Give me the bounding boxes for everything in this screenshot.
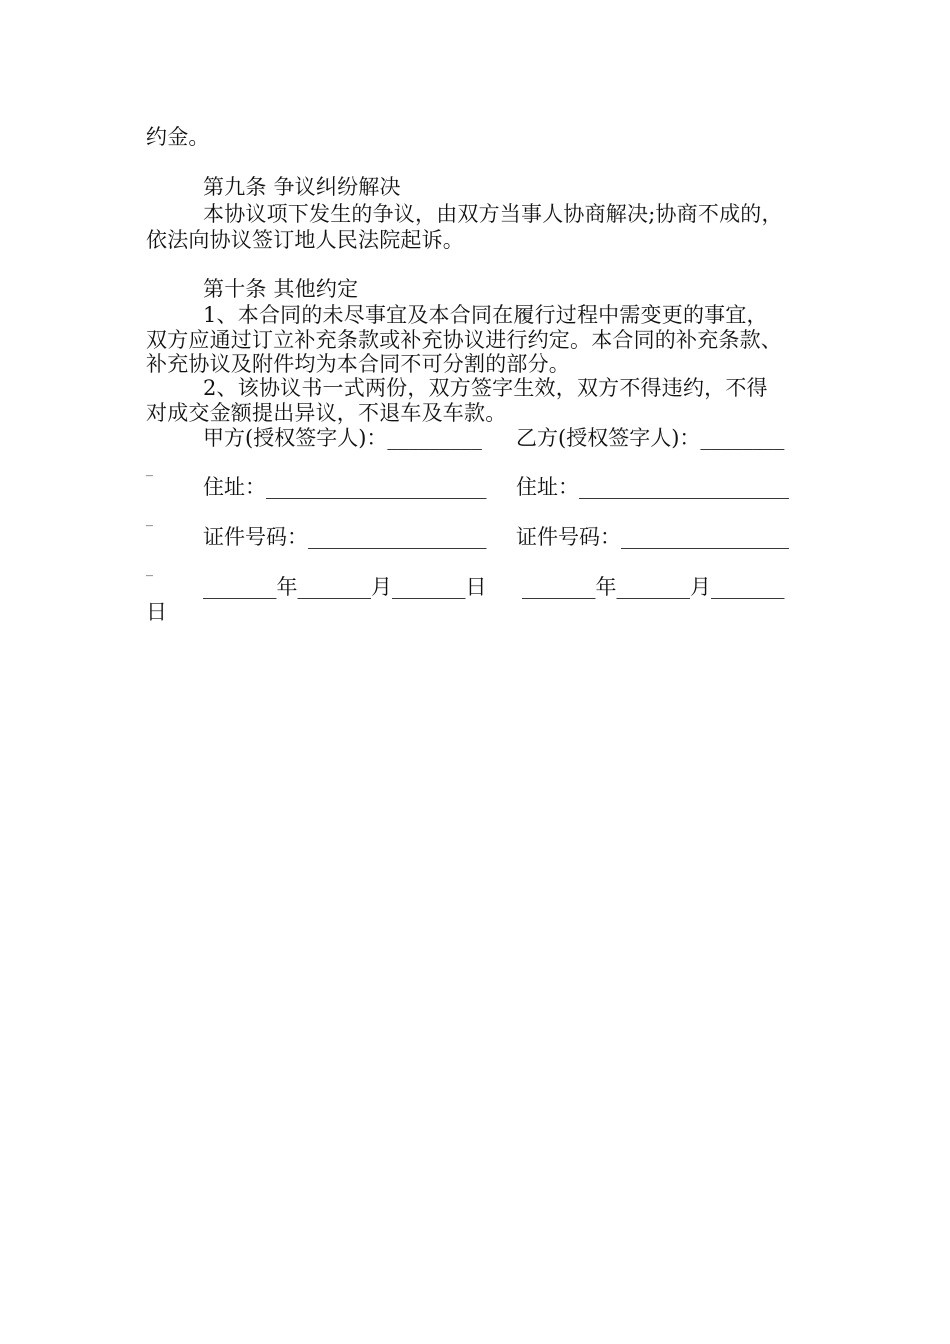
text-line-9: 2、该协议书一式两份，双方签字生效，双方不得违约，不得 (203, 376, 768, 400)
text-line-1: 约金。 (146, 125, 210, 149)
party-a-date: _______年_______月_______日 (203, 575, 487, 599)
text-line-3: 本协议项下发生的争议，由双方当事人协商解决;协商不成的， (203, 202, 783, 226)
text-line-10: 对成交金额提出异议，不退车及车款。 (146, 401, 507, 425)
party-a-id-number: 证件号码：_________________ (203, 525, 487, 549)
text-line-8: 补充协议及附件均为本合同不可分割的部分。 (146, 352, 570, 376)
wrap-underscore-2: _ (146, 511, 153, 527)
wrap-underscore-3: _ (146, 561, 153, 577)
text-line-7: 双方应通过订立补充条款或补充协议进行约定。本合同的补充条款、 (146, 328, 782, 352)
party-b-date: _______年_______月_______ (522, 575, 785, 599)
date-day-wrap: 日 (146, 600, 168, 624)
party-a-address: 住址：_____________________ (203, 475, 487, 499)
party-b-signature: 乙方(授权签字人)：________ (516, 426, 785, 450)
party-b-address: 住址：____________________ (516, 475, 789, 499)
party-b-id-number: 证件号码：________________ (516, 525, 789, 549)
wrap-underscore-1: _ (146, 461, 153, 477)
text-line-4: 依法向协议签订地人民法院起诉。 (146, 228, 464, 252)
article-9-heading: 第九条 争议纠纷解决 (203, 175, 401, 199)
article-10-heading: 第十条 其他约定 (203, 277, 359, 301)
party-a-signature: 甲方(授权签字人)：_________ (203, 426, 482, 450)
text-line-6: 1、本合同的未尽事宜及本合同在履行过程中需变更的事宜， (203, 303, 768, 327)
